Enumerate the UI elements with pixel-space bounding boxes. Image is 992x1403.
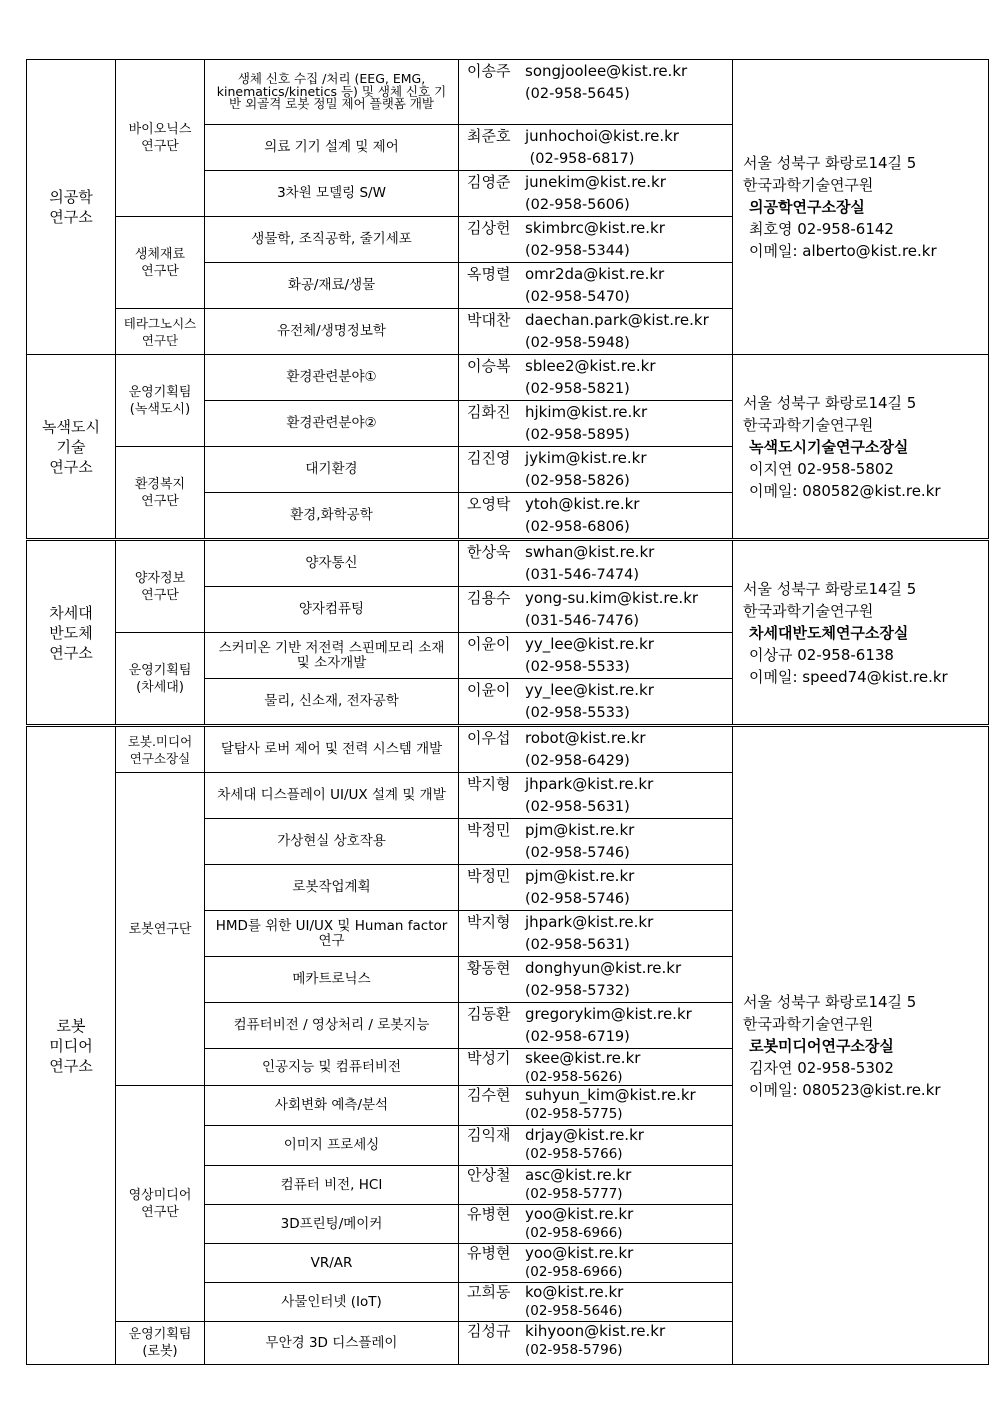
researcher-email[interactable]: omr2da@kist.re.kr bbox=[525, 265, 665, 283]
contact-cell bbox=[459, 957, 733, 1003]
institute-table-biomedical bbox=[26, 59, 989, 355]
researcher-name: 오영탁 bbox=[467, 495, 511, 513]
research-field: 3차원 모델링 S/W bbox=[205, 171, 459, 217]
director-office: 로봇미디어연구소장실 bbox=[749, 1036, 894, 1055]
research-field: 환경관련분야① bbox=[205, 355, 459, 401]
researcher-phone: (02-958-6966) bbox=[525, 1264, 623, 1280]
researcher-name: 김영준 bbox=[467, 173, 511, 191]
contact-cell bbox=[459, 401, 733, 447]
researcher-email[interactable]: junekim@kist.re.kr bbox=[525, 173, 666, 191]
division-name: 바이오닉스 연구단 bbox=[116, 60, 205, 217]
researcher-phone: (02-958-5631) bbox=[525, 799, 630, 815]
research-field: 환경,화학공학 bbox=[205, 493, 459, 539]
researcher-phone: (02-958-5826) bbox=[525, 473, 630, 489]
contact-cell bbox=[459, 1166, 733, 1205]
institute-name: 의공학 연구소 bbox=[27, 60, 116, 355]
research-field: 물리, 신소재, 전자공학 bbox=[205, 679, 459, 725]
address-line-1: 서울 성북구 화랑로14길 5 bbox=[743, 992, 917, 1011]
researcher-name: 유병현 bbox=[467, 1244, 511, 1262]
researcher-email[interactable]: pjm@kist.re.kr bbox=[525, 867, 635, 885]
institute-table-semiconductor bbox=[26, 540, 989, 725]
researcher-name: 박대찬 bbox=[467, 311, 511, 329]
researcher-name: 안상철 bbox=[467, 1166, 511, 1184]
researcher-name: 박정민 bbox=[467, 821, 511, 839]
division-name: 환경복지 연구단 bbox=[116, 447, 205, 539]
office-contact-person: 김자연 02-958-5302 bbox=[749, 1058, 894, 1077]
director-office: 녹색도시기술연구소장실 bbox=[749, 437, 909, 456]
address-line-1: 서울 성북구 화랑로14길 5 bbox=[743, 154, 917, 172]
research-field: 스커미온 기반 저전력 스핀메모리 소재 및 소자개발 bbox=[205, 633, 459, 679]
contact-cell bbox=[459, 1205, 733, 1244]
researcher-phone: (02-958-5732) bbox=[525, 983, 630, 999]
researcher-name: 김화진 bbox=[467, 403, 511, 421]
director-office: 차세대반도체연구소장실 bbox=[749, 623, 909, 642]
research-field: 3D프린팅/메이커 bbox=[205, 1205, 459, 1244]
office-address bbox=[733, 60, 989, 355]
researcher-name: 이윤이 bbox=[467, 681, 511, 699]
division-name: 영상미디어 연구단 bbox=[116, 1086, 205, 1322]
researcher-email[interactable]: swhan@kist.re.kr bbox=[525, 543, 655, 561]
researcher-name: 이송주 bbox=[467, 62, 511, 80]
contact-cell bbox=[459, 633, 733, 679]
research-field: 가상현실 상호작용 bbox=[205, 819, 459, 865]
research-field: 무안경 3D 디스플레이 bbox=[205, 1322, 459, 1365]
researcher-phone: (02-958-6719) bbox=[525, 1029, 630, 1045]
researcher-phone: (02-958-5533) bbox=[525, 705, 630, 721]
contact-cell bbox=[459, 1049, 733, 1086]
research-field: 사물인터넷 (IoT) bbox=[205, 1283, 459, 1322]
address-line-1: 서울 성북구 화랑로14길 5 bbox=[743, 579, 917, 598]
researcher-email[interactable]: yoo@kist.re.kr bbox=[525, 1244, 634, 1262]
research-field: 인공지능 및 컴퓨터비전 bbox=[205, 1049, 459, 1086]
researcher-phone: (02-958-5631) bbox=[525, 937, 630, 953]
contact-cell bbox=[459, 1322, 733, 1365]
contact-cell bbox=[459, 1126, 733, 1166]
researcher-phone: (02-958-5895) bbox=[525, 427, 630, 443]
researcher-phone: (02-958-5821) bbox=[525, 381, 630, 397]
contact-cell bbox=[459, 355, 733, 401]
address-line-2: 한국과학기술연구원 bbox=[743, 1014, 874, 1033]
address-line-2: 한국과학기술연구원 bbox=[743, 415, 874, 434]
researcher-email[interactable]: donghyun@kist.re.kr bbox=[525, 959, 682, 977]
contact-cell bbox=[459, 541, 733, 587]
researcher-phone: (02-958-6429) bbox=[525, 753, 630, 769]
researcher-phone: (02-958-6806) bbox=[525, 519, 630, 535]
institute-name: 녹색도시 기술 연구소 bbox=[27, 355, 116, 539]
research-field: 메카트로닉스 bbox=[205, 957, 459, 1003]
office-address bbox=[733, 541, 989, 725]
research-field: 환경관련분야② bbox=[205, 401, 459, 447]
table-row bbox=[27, 355, 989, 401]
researcher-name: 김익재 bbox=[467, 1126, 511, 1144]
researcher-name: 이승복 bbox=[467, 357, 511, 375]
contact-cell bbox=[459, 493, 733, 539]
researcher-email[interactable]: gregorykim@kist.re.kr bbox=[525, 1005, 692, 1023]
researcher-phone: (02-958-5646) bbox=[525, 1303, 623, 1319]
researcher-name: 박지형 bbox=[467, 913, 511, 931]
contact-cell bbox=[459, 447, 733, 493]
office-contact-person: 이상규 02-958-6138 bbox=[749, 645, 894, 664]
research-field: 사회변화 예측/분석 bbox=[205, 1086, 459, 1126]
division-name: 로봇연구단 bbox=[116, 773, 205, 1086]
research-field: 컴퓨터 비전, HCI bbox=[205, 1166, 459, 1205]
contact-cell bbox=[459, 587, 733, 633]
researcher-email[interactable]: jhpark@kist.re.kr bbox=[525, 775, 654, 793]
research-field: 차세대 디스플레이 UI/UX 설계 및 개발 bbox=[205, 773, 459, 819]
researcher-email[interactable]: daechan.park@kist.re.kr bbox=[525, 311, 709, 329]
researcher-phone: (02-958-5775) bbox=[525, 1106, 623, 1122]
researcher-phone: (02-958-5470) bbox=[525, 289, 630, 305]
researcher-email[interactable]: yy_lee@kist.re.kr bbox=[525, 681, 654, 699]
researcher-name: 최준호 bbox=[467, 127, 511, 145]
research-field: 이미지 프로세싱 bbox=[205, 1126, 459, 1166]
contact-cell bbox=[459, 679, 733, 725]
research-field: 생체 신호 수집 /처리 (EEG, EMG, kinematics/kinetics 등) 및 생체 신호 기반 외골격 로봇 정밀 제어 플랫폼 개발 bbox=[205, 60, 459, 125]
office-address bbox=[733, 727, 989, 1365]
researcher-name: 이우섭 bbox=[467, 729, 511, 747]
contact-cell bbox=[459, 217, 733, 263]
researcher-name: 김성규 bbox=[467, 1322, 511, 1340]
division-name: 생체재료 연구단 bbox=[116, 217, 205, 309]
office-email[interactable]: 이메일: alberto@kist.re.kr bbox=[749, 242, 937, 260]
contact-cell bbox=[459, 171, 733, 217]
research-field: 컴퓨터비전 / 영상처리 / 로봇지능 bbox=[205, 1003, 459, 1049]
researcher-email[interactable]: songjoolee@kist.re.kr bbox=[525, 62, 688, 80]
researcher-email[interactable]: pjm@kist.re.kr bbox=[525, 821, 635, 839]
researcher-name: 고희동 bbox=[467, 1283, 511, 1301]
researcher-phone: (02-958-5746) bbox=[525, 891, 630, 907]
researcher-name: 옥명렬 bbox=[467, 265, 511, 283]
office-email[interactable]: 이메일: 080523@kist.re.kr bbox=[749, 1080, 941, 1099]
researcher-name: 김용수 bbox=[467, 589, 511, 607]
researcher-name: 김수현 bbox=[467, 1086, 511, 1104]
researcher-phone: (02-958-6966) bbox=[525, 1225, 623, 1241]
researcher-phone: (031-546-7474) bbox=[525, 567, 640, 583]
contact-cell bbox=[459, 309, 733, 355]
researcher-name: 박지형 bbox=[467, 775, 511, 793]
table-row bbox=[27, 727, 989, 773]
research-field: VR/AR bbox=[205, 1244, 459, 1283]
research-field: 의료 기기 설계 및 제어 bbox=[205, 125, 459, 171]
institute-name: 차세대 반도체 연구소 bbox=[27, 541, 116, 725]
research-field: 양자컴퓨팅 bbox=[205, 587, 459, 633]
office-contact-person: 이지연 02-958-5802 bbox=[749, 459, 894, 478]
researcher-phone: (031-546-7476) bbox=[525, 613, 640, 629]
address-line-1: 서울 성북구 화랑로14길 5 bbox=[743, 393, 917, 412]
contact-cell bbox=[459, 1283, 733, 1322]
researcher-phone: (02-958-5606) bbox=[525, 197, 630, 213]
researcher-email[interactable]: ko@kist.re.kr bbox=[525, 1283, 624, 1301]
researcher-email[interactable]: yy_lee@kist.re.kr bbox=[525, 635, 654, 653]
researcher-email[interactable]: sblee2@kist.re.kr bbox=[525, 357, 656, 375]
research-field: 달탐사 로버 제어 및 전력 시스템 개발 bbox=[205, 727, 459, 773]
researcher-email[interactable]: asc@kist.re.kr bbox=[525, 1166, 632, 1184]
research-field: HMD를 위한 UI/UX 및 Human factor 연구 bbox=[205, 911, 459, 957]
researcher-name: 황동현 bbox=[467, 959, 511, 977]
research-field: 생물학, 조직공학, 줄기세포 bbox=[205, 217, 459, 263]
contact-cell bbox=[459, 263, 733, 309]
researcher-phone: (02-958-5533) bbox=[525, 659, 630, 675]
research-field: 화공/재료/생물 bbox=[205, 263, 459, 309]
contact-cell bbox=[459, 773, 733, 819]
contact-cell bbox=[459, 911, 733, 957]
researcher-email[interactable]: yong-su.kim@kist.re.kr bbox=[525, 589, 699, 607]
research-field: 양자통신 bbox=[205, 541, 459, 587]
researcher-email[interactable]: yoo@kist.re.kr bbox=[525, 1205, 634, 1223]
researcher-email[interactable]: jhpark@kist.re.kr bbox=[525, 913, 654, 931]
research-field: 로봇작업계획 bbox=[205, 865, 459, 911]
researcher-name: 이윤이 bbox=[467, 635, 511, 653]
researcher-email[interactable]: hjkim@kist.re.kr bbox=[525, 403, 648, 421]
institute-table-green-city bbox=[26, 354, 989, 539]
table-row bbox=[27, 60, 989, 125]
research-field: 유전체/생명정보학 bbox=[205, 309, 459, 355]
researcher-name: 한상욱 bbox=[467, 543, 511, 561]
address-line-2: 한국과학기술연구원 bbox=[743, 176, 874, 194]
contact-cell bbox=[459, 60, 733, 125]
research-field: 대기환경 bbox=[205, 447, 459, 493]
office-email[interactable]: 이메일: speed74@kist.re.kr bbox=[749, 667, 948, 686]
researcher-email[interactable]: ytoh@kist.re.kr bbox=[525, 495, 640, 513]
researcher-phone: (02-958-5344) bbox=[525, 243, 630, 259]
researcher-name: 박정민 bbox=[467, 867, 511, 885]
contact-cell bbox=[459, 819, 733, 865]
institute-name: 로봇 미디어 연구소 bbox=[27, 727, 116, 1365]
contact-cell bbox=[459, 1003, 733, 1049]
office-contact-person: 최호영 02-958-6142 bbox=[749, 220, 894, 238]
table-row bbox=[27, 541, 989, 587]
contact-cell bbox=[459, 125, 733, 171]
researcher-name: 박성기 bbox=[467, 1049, 511, 1067]
division-name: 운영기획팀 (녹색도시) bbox=[116, 355, 205, 447]
contact-cell bbox=[459, 727, 733, 773]
researcher-email[interactable]: junhochoi@kist.re.kr bbox=[525, 127, 679, 145]
researcher-email[interactable]: kihyoon@kist.re.kr bbox=[525, 1322, 666, 1340]
contact-cell bbox=[459, 1086, 733, 1126]
director-office: 의공학연구소장실 bbox=[749, 198, 865, 216]
institute-table-robot-media bbox=[26, 726, 989, 1365]
address-line-2: 한국과학기술연구원 bbox=[743, 601, 874, 620]
researcher-phone: (02-958-6817) bbox=[525, 151, 635, 167]
researcher-name: 김진영 bbox=[467, 449, 511, 467]
researcher-name: 김동환 bbox=[467, 1005, 511, 1023]
division-name: 로봇.미디어 연구소장실 bbox=[116, 727, 205, 773]
contact-cell bbox=[459, 1244, 733, 1283]
researcher-name: 유병현 bbox=[467, 1205, 511, 1223]
researcher-phone: (02-958-5777) bbox=[525, 1186, 623, 1202]
researcher-email[interactable]: jykim@kist.re.kr bbox=[525, 449, 647, 467]
researcher-email[interactable]: drjay@kist.re.kr bbox=[525, 1126, 644, 1144]
division-name: 양자정보 연구단 bbox=[116, 541, 205, 633]
researcher-email[interactable]: suhyun_kim@kist.re.kr bbox=[525, 1086, 696, 1104]
contact-cell bbox=[459, 865, 733, 911]
division-name: 테라그노시스 연구단 bbox=[116, 309, 205, 355]
researcher-phone: (02-958-5796) bbox=[525, 1342, 623, 1358]
researcher-phone: (02-958-5645) bbox=[525, 86, 630, 102]
researcher-email[interactable]: skee@kist.re.kr bbox=[525, 1049, 641, 1067]
researcher-phone: (02-958-5766) bbox=[525, 1146, 623, 1162]
division-name: 운영기획팀 (차세대) bbox=[116, 633, 205, 725]
researcher-phone: (02-958-5626) bbox=[525, 1069, 623, 1085]
office-email[interactable]: 이메일: 080582@kist.re.kr bbox=[749, 481, 941, 500]
office-address bbox=[733, 355, 989, 539]
researcher-phone: (02-958-5746) bbox=[525, 845, 630, 861]
division-name: 운영기획팀 (로봇) bbox=[116, 1322, 205, 1365]
researcher-email[interactable]: skimbrc@kist.re.kr bbox=[525, 219, 665, 237]
researcher-name: 김상헌 bbox=[467, 219, 511, 237]
researcher-email[interactable]: robot@kist.re.kr bbox=[525, 729, 646, 747]
researcher-phone: (02-958-5948) bbox=[525, 335, 630, 351]
